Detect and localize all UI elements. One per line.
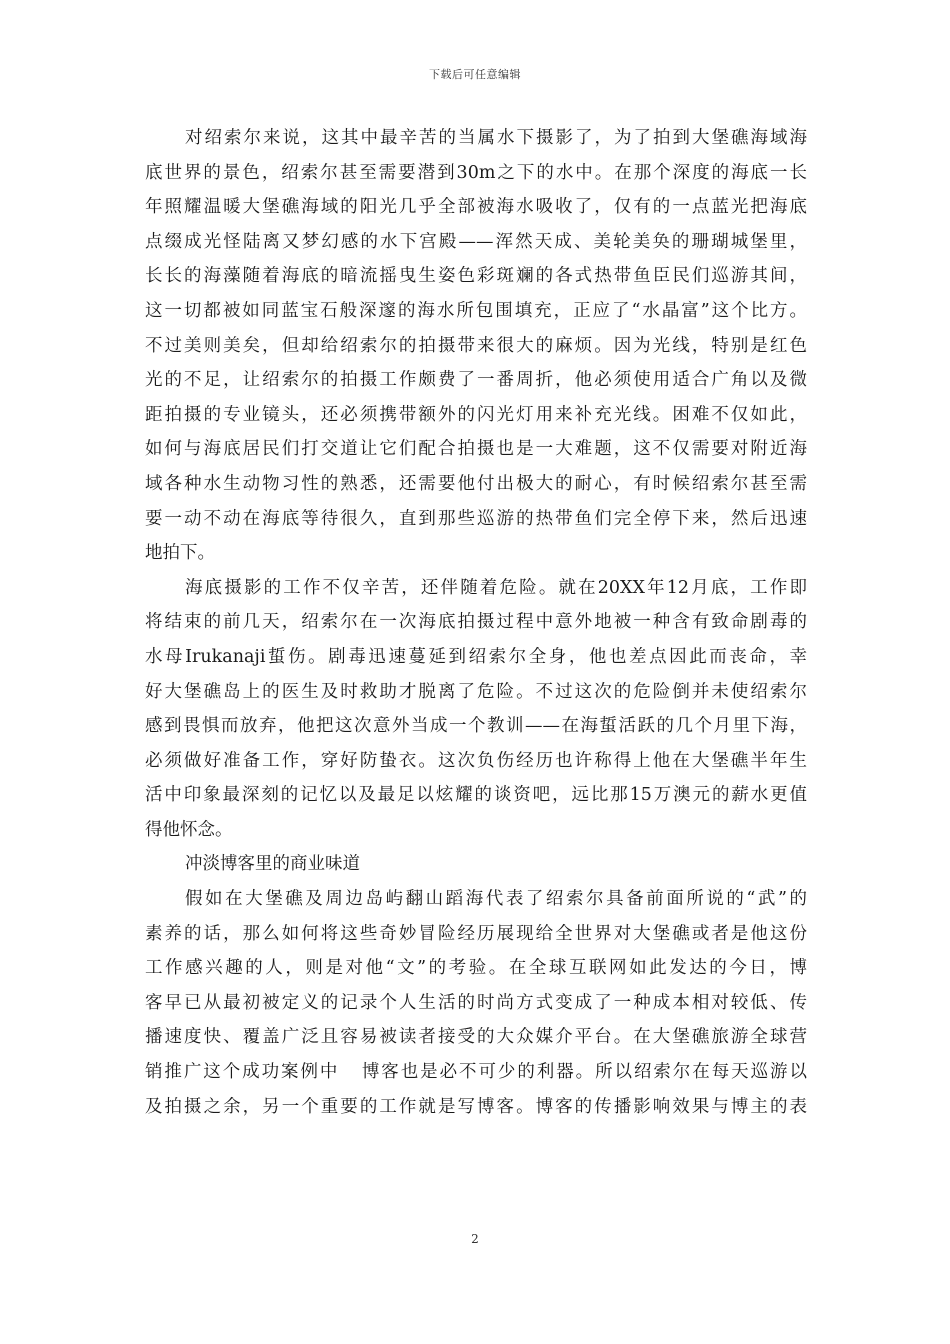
paragraph-danger xyxy=(145,571,807,848)
text-line: 距拍摄的专业镜头，还必须携带额外的闪光灯用来补充光线。困难不仅如此， xyxy=(145,404,807,425)
text-line: 底世界的景色，绍索尔甚至需要潜到30m之下的水中。在那个深度的海底一长 xyxy=(145,162,807,183)
text-line: 感到畏惧而放弃，他把这次意外当成一个教训——在海蜇活跃的几个月里下海， xyxy=(145,716,807,737)
text-line: 海底摄影的工作不仅辛苦，还伴随着危险。就在20XX年12月底，工作即 xyxy=(185,577,807,598)
text-line: 必须做好准备工作，穿好防蛰衣。这次负伤经历也许称得上他在大堡礁半年生 xyxy=(145,750,807,771)
text-line: 播速度快、覆盖广泛且容易被读者接受的大众媒介平台。在大堡礁旅游全球营 xyxy=(145,1027,807,1048)
text-line: 活中印象最深刻的记忆以及最足以炫耀的谈资吧，远比那15万澳元的薪水更值 xyxy=(145,785,807,806)
text-line: 好大堡礁岛上的医生及时救助才脱离了危险。不过这次的危险倒并未使绍索尔 xyxy=(145,681,807,702)
text-line: 点缀成光怪陆离又梦幻感的水下宫殿——浑然天成、美轮美奂的珊瑚城堡里， xyxy=(145,231,807,252)
section-heading xyxy=(145,847,807,882)
text-line: 客早已从最初被定义的记录个人生活的时尚方式变成了一种成本相对较低、传 xyxy=(145,992,807,1013)
text-line: 及拍摄之余，另一个重要的工作就是写博客。博客的传播影响效果与博主的表 xyxy=(145,1096,807,1117)
paragraph-underwater-photography xyxy=(145,121,807,571)
text-line: 对绍索尔来说，这其中最辛苦的当属水下摄影了，为了拍到大堡礁海域海 xyxy=(185,128,807,148)
text-line: 不过美则美矣，但却给绍索尔的拍摄带来很大的麻烦。因为光线，特别是红色 xyxy=(145,335,807,356)
document-body xyxy=(145,121,807,1124)
text-line: 这一切都被如同蓝宝石般深邃的海水所包围填充，正应了“水晶富”这个比方。 xyxy=(145,300,807,321)
text-line: 域各种水生动物习性的熟悉，还需要他付出极大的耐心，有时候绍索尔甚至需 xyxy=(145,473,807,494)
text-line: 得他怀念。 xyxy=(145,819,233,840)
page-number: 2 xyxy=(471,1232,479,1246)
text-line: 如何与海底居民们打交道让它们配合拍摄也是一大难题，这不仅需要对附近海 xyxy=(145,439,807,460)
text-line: 素养的话，那么如何将这些奇妙冒险经历展现给全世界对大堡礁或者是他这份 xyxy=(145,923,807,944)
text-line: 要一动不动在海底等待很久，直到那些巡游的热带鱼们完全停下来，然后迅速 xyxy=(145,508,807,529)
text-line: 年照耀温暖大堡礁海域的阳光几乎全部被海水吸收了，仅有的一点蓝光把海底 xyxy=(145,197,807,218)
page-header: 下载后可任意编辑 xyxy=(429,68,521,81)
text-line: 光的不足，让绍索尔的拍摄工作颇费了一番周折，他必须使用适合广角以及微 xyxy=(145,370,807,391)
text-line: 长长的海藻随着海底的暗流摇曳生姿色彩斑斓的各式热带鱼臣民们巡游其间， xyxy=(145,266,807,287)
text-line: 假如在大堡礁及周边岛屿翻山蹈海代表了绍索尔具备前面所说的“武”的 xyxy=(185,889,807,910)
section-title: 冲淡博客里的商业味道 xyxy=(185,854,360,875)
text-line: 地拍下。 xyxy=(145,543,215,564)
text-line: 工作感兴趣的人，则是对他“文”的考验。在全球互联网如此发达的今日，博 xyxy=(145,958,807,979)
text-line: 将结束的前几天，绍索尔在一次海底拍摄过程中意外地被一种含有致命剧毒的 xyxy=(145,612,807,633)
text-line: 水母Irukanaji蜇伤。剧毒迅速蔓延到绍索尔全身，他也差点因此而丧命，幸 xyxy=(145,646,807,667)
text-line: 销推广这个成功案例中 博客也是必不可少的利器。所以绍索尔在每天巡游以 xyxy=(145,1062,807,1083)
paragraph-blog xyxy=(145,882,807,1124)
